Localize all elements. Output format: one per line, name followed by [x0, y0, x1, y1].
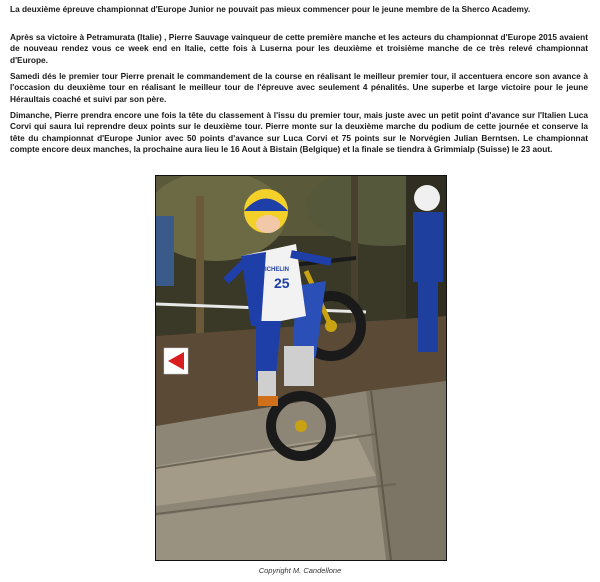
jersey-number: 25 — [274, 275, 290, 291]
paragraph-intro: La deuxième épreuve championnat d'Europe Junior ne pouvait pas mieux commencer pour le jeune membre de la Sherco Academy. — [10, 4, 531, 14]
photo-credit: Copyright M. Candellone — [258, 566, 342, 575]
paragraph-context: Après sa victoire à Petramurata (Italie) , Pierre Sauvage vainqueur de cette première manche et les acteurs du championnat d'Europe 2015 avaient de nouveau rendez vous ce week end en Italie, cette fois à Luserna pour les deuxième et troisième manche de ce très relevé championnat d'Europe. — [10, 32, 588, 65]
paragraph-saturday: Samedi dés le premier tour Pierre prenait le commandement de la course en réalisant le meilleur premier tour, il accentuera encore son avance à l'occasion du deuxième tour en réalisant le meilleur tour de l'épreuve avec seulement 4 pénalités. Une superbe et large victoire pour le jeune Héraultais coaché et suivi par son père. — [10, 71, 588, 104]
jersey-sponsor: MICHELIN — [260, 267, 289, 273]
paragraph-sunday: Dimanche, Pierre prendra encore une fois la tête du classement à l'issu du premier tour, mais juste avec un petit point d'avance sur l'Italien Luca Corvi qui saura lui reprendre deux points sur le deuxième tour. Pierre monte sur la deuxième marche du podium de cette journée et conserve la tête du championnat d'Europe Junior avec 50 points d'avance sur Luca Corvi et 75 points sur le Norvégien Julian Berntsen. Le championnat compte encore deux manches, la prochaine aura lieu le 16 Aout à Bistain (Belgique) et la finale se tiendra à Grimmialp (Suisse) le 23 aout. — [10, 110, 588, 154]
trial-rider-photo — [155, 175, 447, 561]
